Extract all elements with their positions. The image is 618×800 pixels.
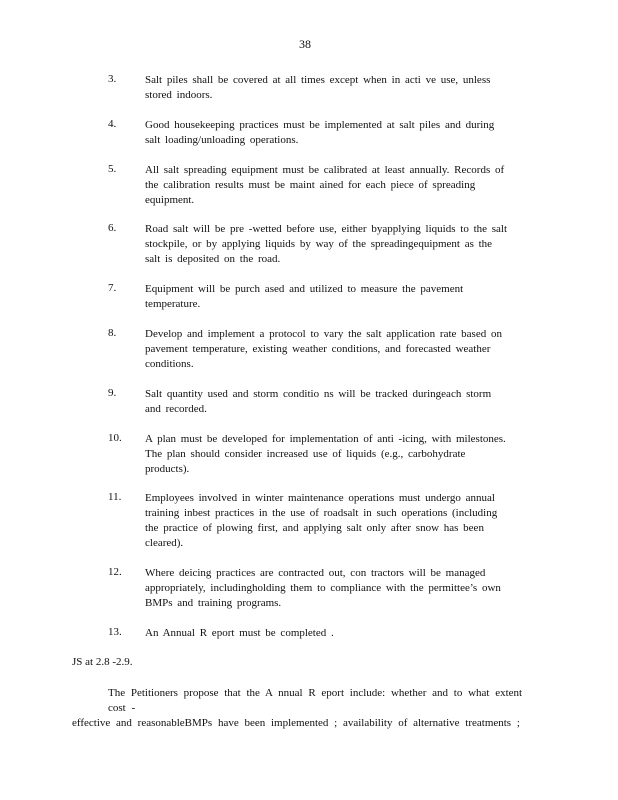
list-item-text: Salt piles shall be covered at all times except when in acti ve use, unless stored indoors. [145, 74, 491, 101]
list-item [108, 118, 508, 148]
list-item-text: Road salt will be pre -wetted before use, either byapplying liquids to the salt stockpile, or by applying liquids by way of the spreadingequipment as the salt is deposited on the road. [145, 223, 508, 266]
list-item [108, 73, 508, 103]
list-item [108, 432, 508, 477]
list-item-number: 5. [108, 162, 117, 175]
list-item-text: An Annual R eport must be completed . [145, 626, 334, 639]
list-item-text: A plan must be developed for implementation of anti -icing, with milestones. The plan should consider increased use of liquids (e.g., carbohydrate products). [145, 432, 506, 475]
list-item-number: 12. [108, 566, 122, 579]
list-item-text: Equipment will be purch ased and utilized to measure the pavement temperature. [145, 283, 464, 311]
list-item-number: 7. [108, 282, 117, 295]
list-item-number: 3. [108, 73, 117, 85]
list-item [108, 566, 508, 611]
list-item-number: 9. [108, 386, 117, 399]
list-item-number: 6. [108, 222, 117, 235]
body-paragraph [72, 686, 542, 731]
numbered-list [108, 73, 508, 656]
list-item [108, 626, 508, 641]
list-item-text: Employees involved in winter maintenance operations must undergo annual training inbest practices in the use of roadsalt in such operations (including the practice of plowing first, and applying salt only after snow has been cleared). [145, 492, 498, 550]
citation: JS at 2.8 -2.9. [72, 656, 133, 668]
paragraph-line: effective and reasonableBMPs have been implemented ; availability of alternative treatments ; [72, 717, 520, 729]
list-item-number: 11. [108, 491, 122, 504]
list-item [108, 222, 508, 267]
list-item-text: Where deicing practices are contracted out, con tractors will be managed appropriately, includingholding them to compliance with the permittee’s own BMPs and training programs. [145, 567, 501, 610]
list-item [108, 282, 508, 312]
list-item-text: Develop and implement a protocol to vary the salt application rate based on pavement temperature, existing weather conditions, and forecasted weather conditions. [145, 327, 502, 370]
list-item-number: 13. [108, 625, 122, 638]
list-item-text: All salt spreading equipment must be calibrated at least annually. Records of the calibration results must be maint ained for each piece of spreading equipment. [145, 163, 505, 206]
page-number: 38 [299, 37, 311, 51]
list-item-number: 4. [108, 117, 117, 130]
paragraph-line: The Petitioners propose that the A nnual R eport include: whether and to what extent cost - [108, 687, 523, 714]
list-item [108, 327, 508, 372]
list-item-number: 8. [108, 326, 117, 339]
list-item-number: 10. [108, 431, 122, 444]
list-item [108, 491, 508, 551]
list-item [108, 163, 508, 208]
list-item-text: Salt quantity used and storm conditio ns will be tracked duringeach storm and recorded. [145, 387, 492, 415]
list-item-text: Good housekeeping practices must be implemented at salt piles and during salt loading/unloading operations. [145, 118, 495, 146]
list-item [108, 387, 508, 417]
